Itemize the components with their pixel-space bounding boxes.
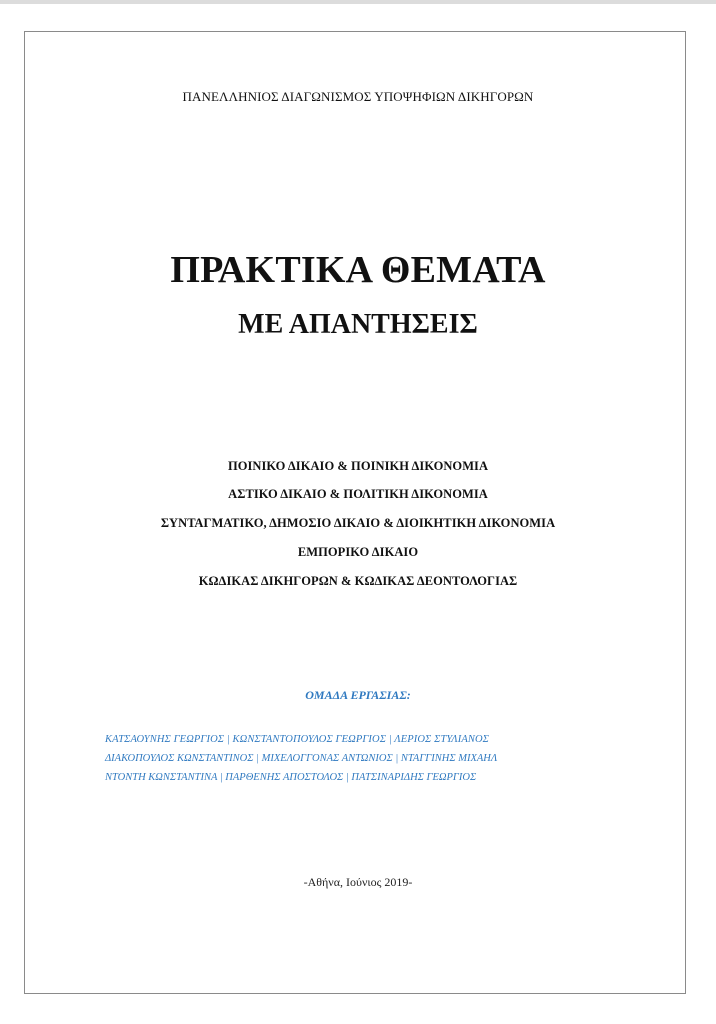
document-title: ΠΡΑΚΤΙΚΑ ΘΕΜΑΤΑ: [170, 249, 546, 291]
page-frame: [24, 31, 686, 994]
subject-civil-law: ΑΣΤΙΚΟ ΔΙΚΑΙΟ & ΠΟΛΙΤΙΚΗ ΔΙΚΟΝΟΜΙΑ: [228, 487, 488, 501]
working-group-label: ΟΜΑΔΑ ΕΡΓΑΣΙΑΣ:: [305, 688, 411, 702]
subject-lawyers-code: ΚΩΔΙΚΑΣ ΔΙΚΗΓΟΡΩΝ & ΚΩΔΙΚΑΣ ΔΕΟΝΤΟΛΟΓΙΑΣ: [198, 574, 518, 588]
team-row-1: ΚΑΤΣΑΟΥΝΗΣ ΓΕΩΡΓΙΟΣ | ΚΩΝΣΤΑΝΤΟΠΟΥΛΟΣ ΓΕΩΡΓΙΟΣ | ΛΕΡΙΟΣ ΣΤΥΛΙΑΝΟΣ: [105, 734, 489, 745]
document-subtitle: ΜΕ ΑΠΑΝΤΗΣΕΙΣ: [238, 309, 478, 340]
exam-header: ΠΑΝΕΛΛΗΝΙΟΣ ΔΙΑΓΩΝΙΣΜΟΣ ΥΠΟΨΗΦΙΩΝ ΔΙΚΗΓΟΡΩΝ: [182, 89, 534, 104]
place-date-footer: -Αθήνα, Ιούνιος 2019-: [303, 875, 413, 889]
subject-constitutional-law: ΣΥΝΤΑΓΜΑΤΙΚΟ, ΔΗΜΟΣΙΟ ΔΙΚΑΙΟ & ΔΙΟΙΚΗΤΙΚΗ ΔΙΚΟΝΟΜΙΑ: [160, 516, 556, 530]
subject-criminal-law: ΠΟΙΝΙΚΟ ΔΙΚΑΙΟ & ΠΟΙΝΙΚΗ ΔΙΚΟΝΟΜΙΑ: [227, 459, 489, 473]
subject-commercial-law: ΕΜΠΟΡΙΚΟ ΔΙΚΑΙΟ: [297, 545, 419, 559]
team-row-2: ΔΙΑΚΟΠΟΥΛΟΣ ΚΩΝΣΤΑΝΤΙΝΟΣ | ΜΙΧΕΛΟΓΓΟΝΑΣ ΑΝΤΩΝΙΟΣ | ΝΤΑΓΓΙΝΗΣ ΜΙΧΑΗΛ: [105, 753, 498, 764]
team-row-3: ΝΤΟΝΤΗ ΚΩΝΣΤΑΝΤΙΝΑ | ΠΑΡΘΕΝΗΣ ΑΠΟΣΤΟΛΟΣ | ΠΑΤΣΙΝΑΡΙΔΗΣ ΓΕΩΡΓΙΟΣ: [105, 772, 477, 783]
top-edge-strip: [0, 0, 716, 4]
